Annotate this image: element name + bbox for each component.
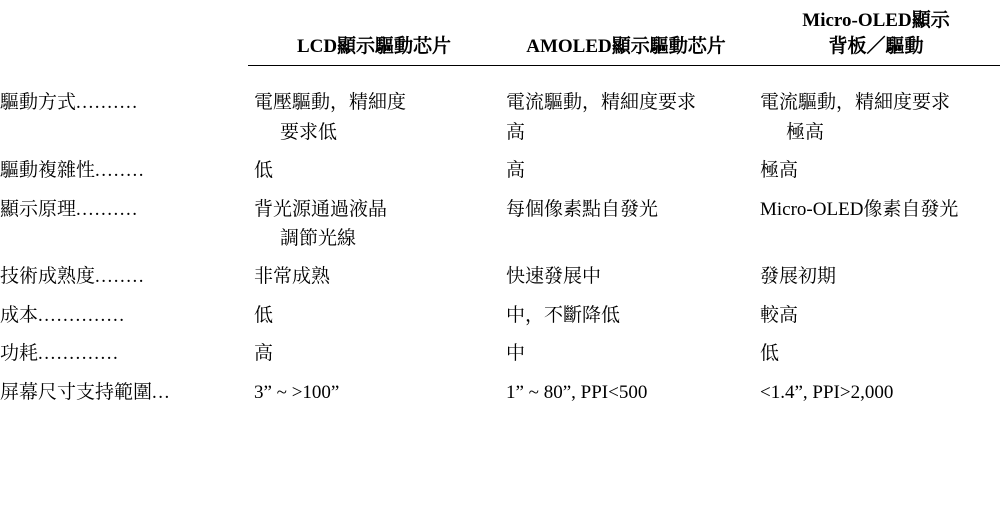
row-label-screen-size-range: 屏幕尺寸支持範圍... bbox=[0, 381, 171, 403]
table-row bbox=[0, 66, 1000, 147]
cell-line1: 電流驅動，精細度要求 bbox=[506, 92, 697, 114]
row-label-cost: 成本.............. bbox=[0, 304, 126, 326]
cell-lcd bbox=[248, 369, 500, 407]
cell-lcd bbox=[248, 66, 500, 147]
row-label-drive-complexity: 驅動複雜性........ bbox=[0, 160, 146, 182]
header-cell-amoled bbox=[500, 8, 752, 66]
cell-line1: 低 bbox=[760, 343, 780, 365]
cell-line1: 低 bbox=[254, 304, 274, 326]
row-label-tech-maturity: 技術成熟度........ bbox=[0, 266, 146, 288]
cell-microoled bbox=[752, 253, 1000, 291]
leader-dots: .......... bbox=[76, 91, 139, 113]
header-microoled-line1: Micro-OLED顯示 bbox=[802, 10, 950, 31]
cell-microoled bbox=[752, 292, 1000, 330]
table-header-row bbox=[0, 8, 1000, 66]
cell-amoled bbox=[500, 253, 752, 291]
cell-lcd bbox=[248, 292, 500, 330]
cell-line2: 調節光線 bbox=[280, 228, 357, 250]
table-row bbox=[0, 147, 1000, 185]
cell-line1: 電流驅動，精細度要求 bbox=[760, 92, 951, 114]
table-row bbox=[0, 253, 1000, 291]
leader-dots: ........ bbox=[95, 160, 146, 182]
leader-dots: .......... bbox=[76, 198, 139, 220]
cell-line1: 非常成熟 bbox=[254, 266, 331, 288]
cell-microoled bbox=[752, 147, 1000, 185]
cell-amoled bbox=[500, 66, 752, 147]
cell-line1: 發展初期 bbox=[760, 266, 837, 288]
cell-line1: 低 bbox=[254, 160, 274, 182]
cell-line2: 高 bbox=[506, 121, 526, 143]
row-label-power-consumption: 功耗............. bbox=[0, 343, 120, 365]
cell-lcd bbox=[248, 147, 500, 185]
cell-line1: 快速發展中 bbox=[506, 266, 602, 288]
cell-line1: 1” ~ 80”, PPI<500 bbox=[506, 381, 648, 403]
table-row bbox=[0, 292, 1000, 330]
cell-amoled bbox=[500, 292, 752, 330]
cell-line1: 3” ~ >100” bbox=[254, 381, 340, 403]
header-amoled-line1: AMOLED顯示驅動芯片 bbox=[526, 35, 726, 57]
leader-dots: ........ bbox=[95, 266, 146, 288]
cell-line1: Micro-OLED像素自發光 bbox=[760, 198, 959, 220]
cell-amoled bbox=[500, 186, 752, 254]
cell-line1: 高 bbox=[506, 160, 526, 182]
header-lcd-line1: LCD顯示驅動芯片 bbox=[296, 35, 452, 57]
row-label-display-principle: 顯示原理.......... bbox=[0, 198, 139, 220]
cell-line2: 要求低 bbox=[280, 121, 338, 143]
header-cell-empty bbox=[0, 8, 248, 66]
cell-line1: <1.4”, PPI>2,000 bbox=[760, 381, 894, 403]
cell-line1: 較高 bbox=[760, 304, 799, 326]
row-label-drive-method: 驅動方式.......... bbox=[0, 91, 139, 113]
table-row bbox=[0, 369, 1000, 407]
table-row bbox=[0, 330, 1000, 368]
cell-lcd bbox=[248, 330, 500, 368]
leader-dots: ............. bbox=[38, 343, 120, 365]
cell-line1: 中，不斷降低 bbox=[506, 304, 621, 326]
cell-amoled bbox=[500, 330, 752, 368]
header-cell-lcd bbox=[248, 8, 500, 66]
cell-microoled bbox=[752, 66, 1000, 147]
cell-line1: 高 bbox=[254, 343, 274, 365]
cell-line1: 中 bbox=[506, 343, 526, 365]
cell-lcd bbox=[248, 253, 500, 291]
cell-microoled bbox=[752, 186, 1000, 254]
header-microoled-line2: 背板／驅動 bbox=[828, 35, 924, 57]
table-body bbox=[0, 66, 1000, 407]
table-row bbox=[0, 186, 1000, 254]
cell-line1: 極高 bbox=[760, 160, 799, 182]
leader-dots: .............. bbox=[38, 304, 126, 326]
cell-amoled bbox=[500, 369, 752, 407]
cell-line2: 極高 bbox=[786, 121, 825, 143]
cell-lcd bbox=[248, 186, 500, 254]
cell-line1: 每個像素點自發光 bbox=[506, 198, 659, 220]
leader-dots: ... bbox=[152, 381, 171, 403]
cell-line1: 背光源通過液晶 bbox=[254, 198, 388, 220]
cell-microoled bbox=[752, 330, 1000, 368]
cell-microoled bbox=[752, 369, 1000, 407]
header-cell-microoled bbox=[752, 8, 1000, 66]
cell-line1: 電壓驅動，精細度 bbox=[254, 92, 407, 114]
cell-amoled bbox=[500, 147, 752, 185]
table-header bbox=[0, 0, 1000, 66]
